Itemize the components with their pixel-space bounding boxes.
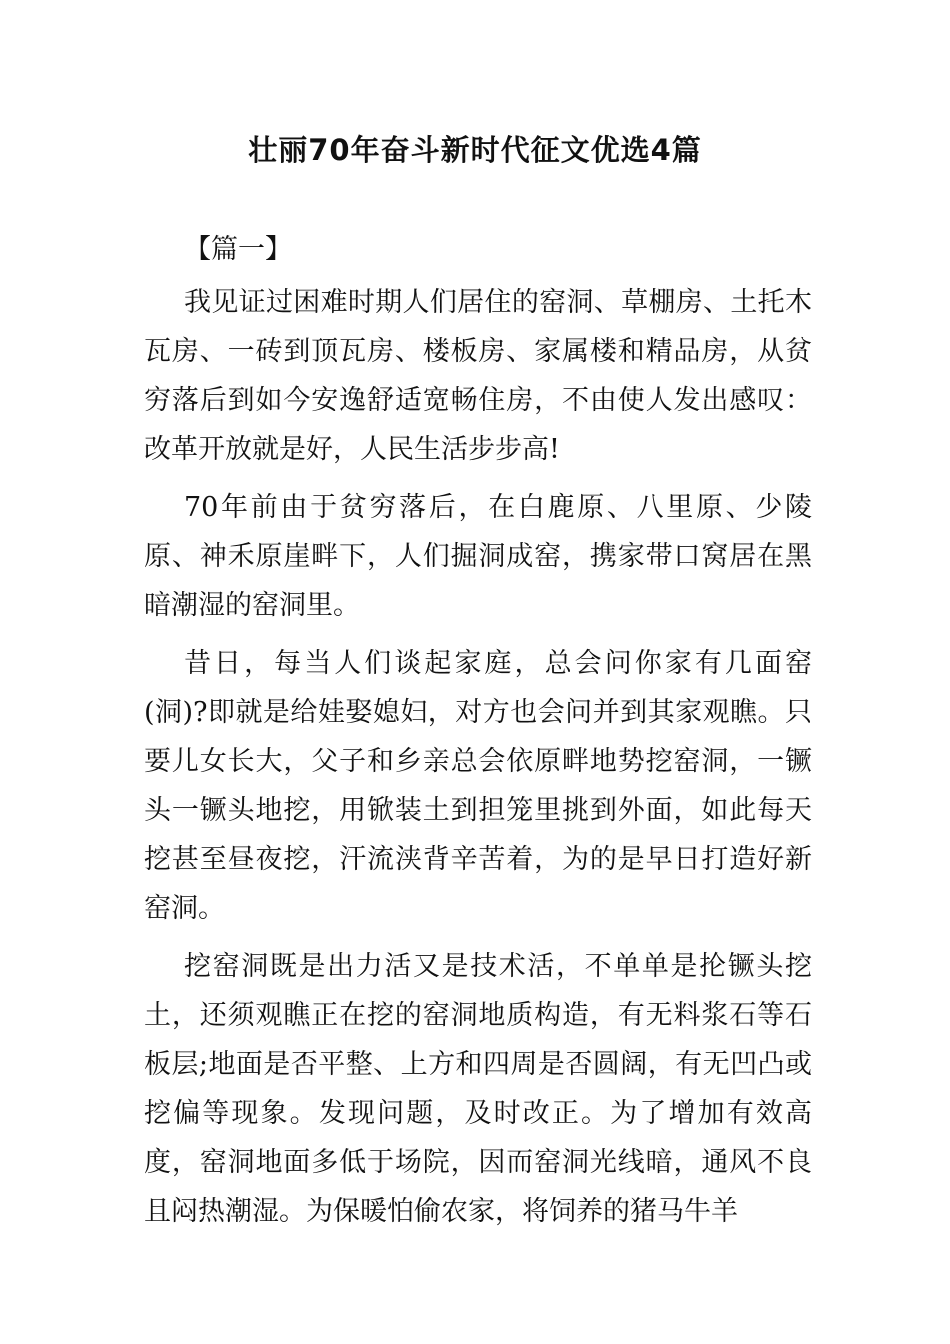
paragraph-2: 70年前由于贫穷落后，在白鹿原、八里原、少陵原、神禾原崖畔下，人们掘洞成窑，携家带口窝居在黑暗潮湿的窑洞里。 <box>144 492 812 621</box>
paragraph-3: 昔日，每当人们谈起家庭，总会问你家有几面窑(洞)?即就是给娃娶媳妇，对方也会问并到其家观瞧。只要儿女长大，父子和乡亲总会依原畔地势挖窑洞，一镢头一镢头地挖，用锨装土到担笼里挑到外面，如此每天挖甚至昼夜挖，汗流浃背辛苦着，为的是早日打造好新窑洞。 <box>144 648 812 924</box>
paragraph-1: 我见证过困难时期人们居住的窑洞、草棚房、土托木瓦房、一砖到顶瓦房、楼板房、家属楼和精品房，从贫穷落后到如今安逸舒适宽畅住房，不由使人发出感叹：改革开放就是好，人民生活步步高! <box>144 287 812 465</box>
document-body <box>144 225 812 1245</box>
document-title: 壮丽70年奋斗新时代征文优选4篇 <box>248 133 702 167</box>
section-heading: 【篇一】 <box>184 234 292 265</box>
paragraph-4: 挖窑洞既是出力活又是技术活，不单单是抡镢头挖土，还须观瞧正在挖的窑洞地质构造，有无料浆石等石板层;地面是否平整、上方和四周是否圆阔，有无凹凸或挖偏等现象。发现问题，及时改正。为了增加有效高度，窑洞地面多低于场院，因而窑洞光线暗，通风不良且闷热潮湿。为保暖怕偷农家，将饲养的猪马牛羊 <box>144 951 812 1227</box>
